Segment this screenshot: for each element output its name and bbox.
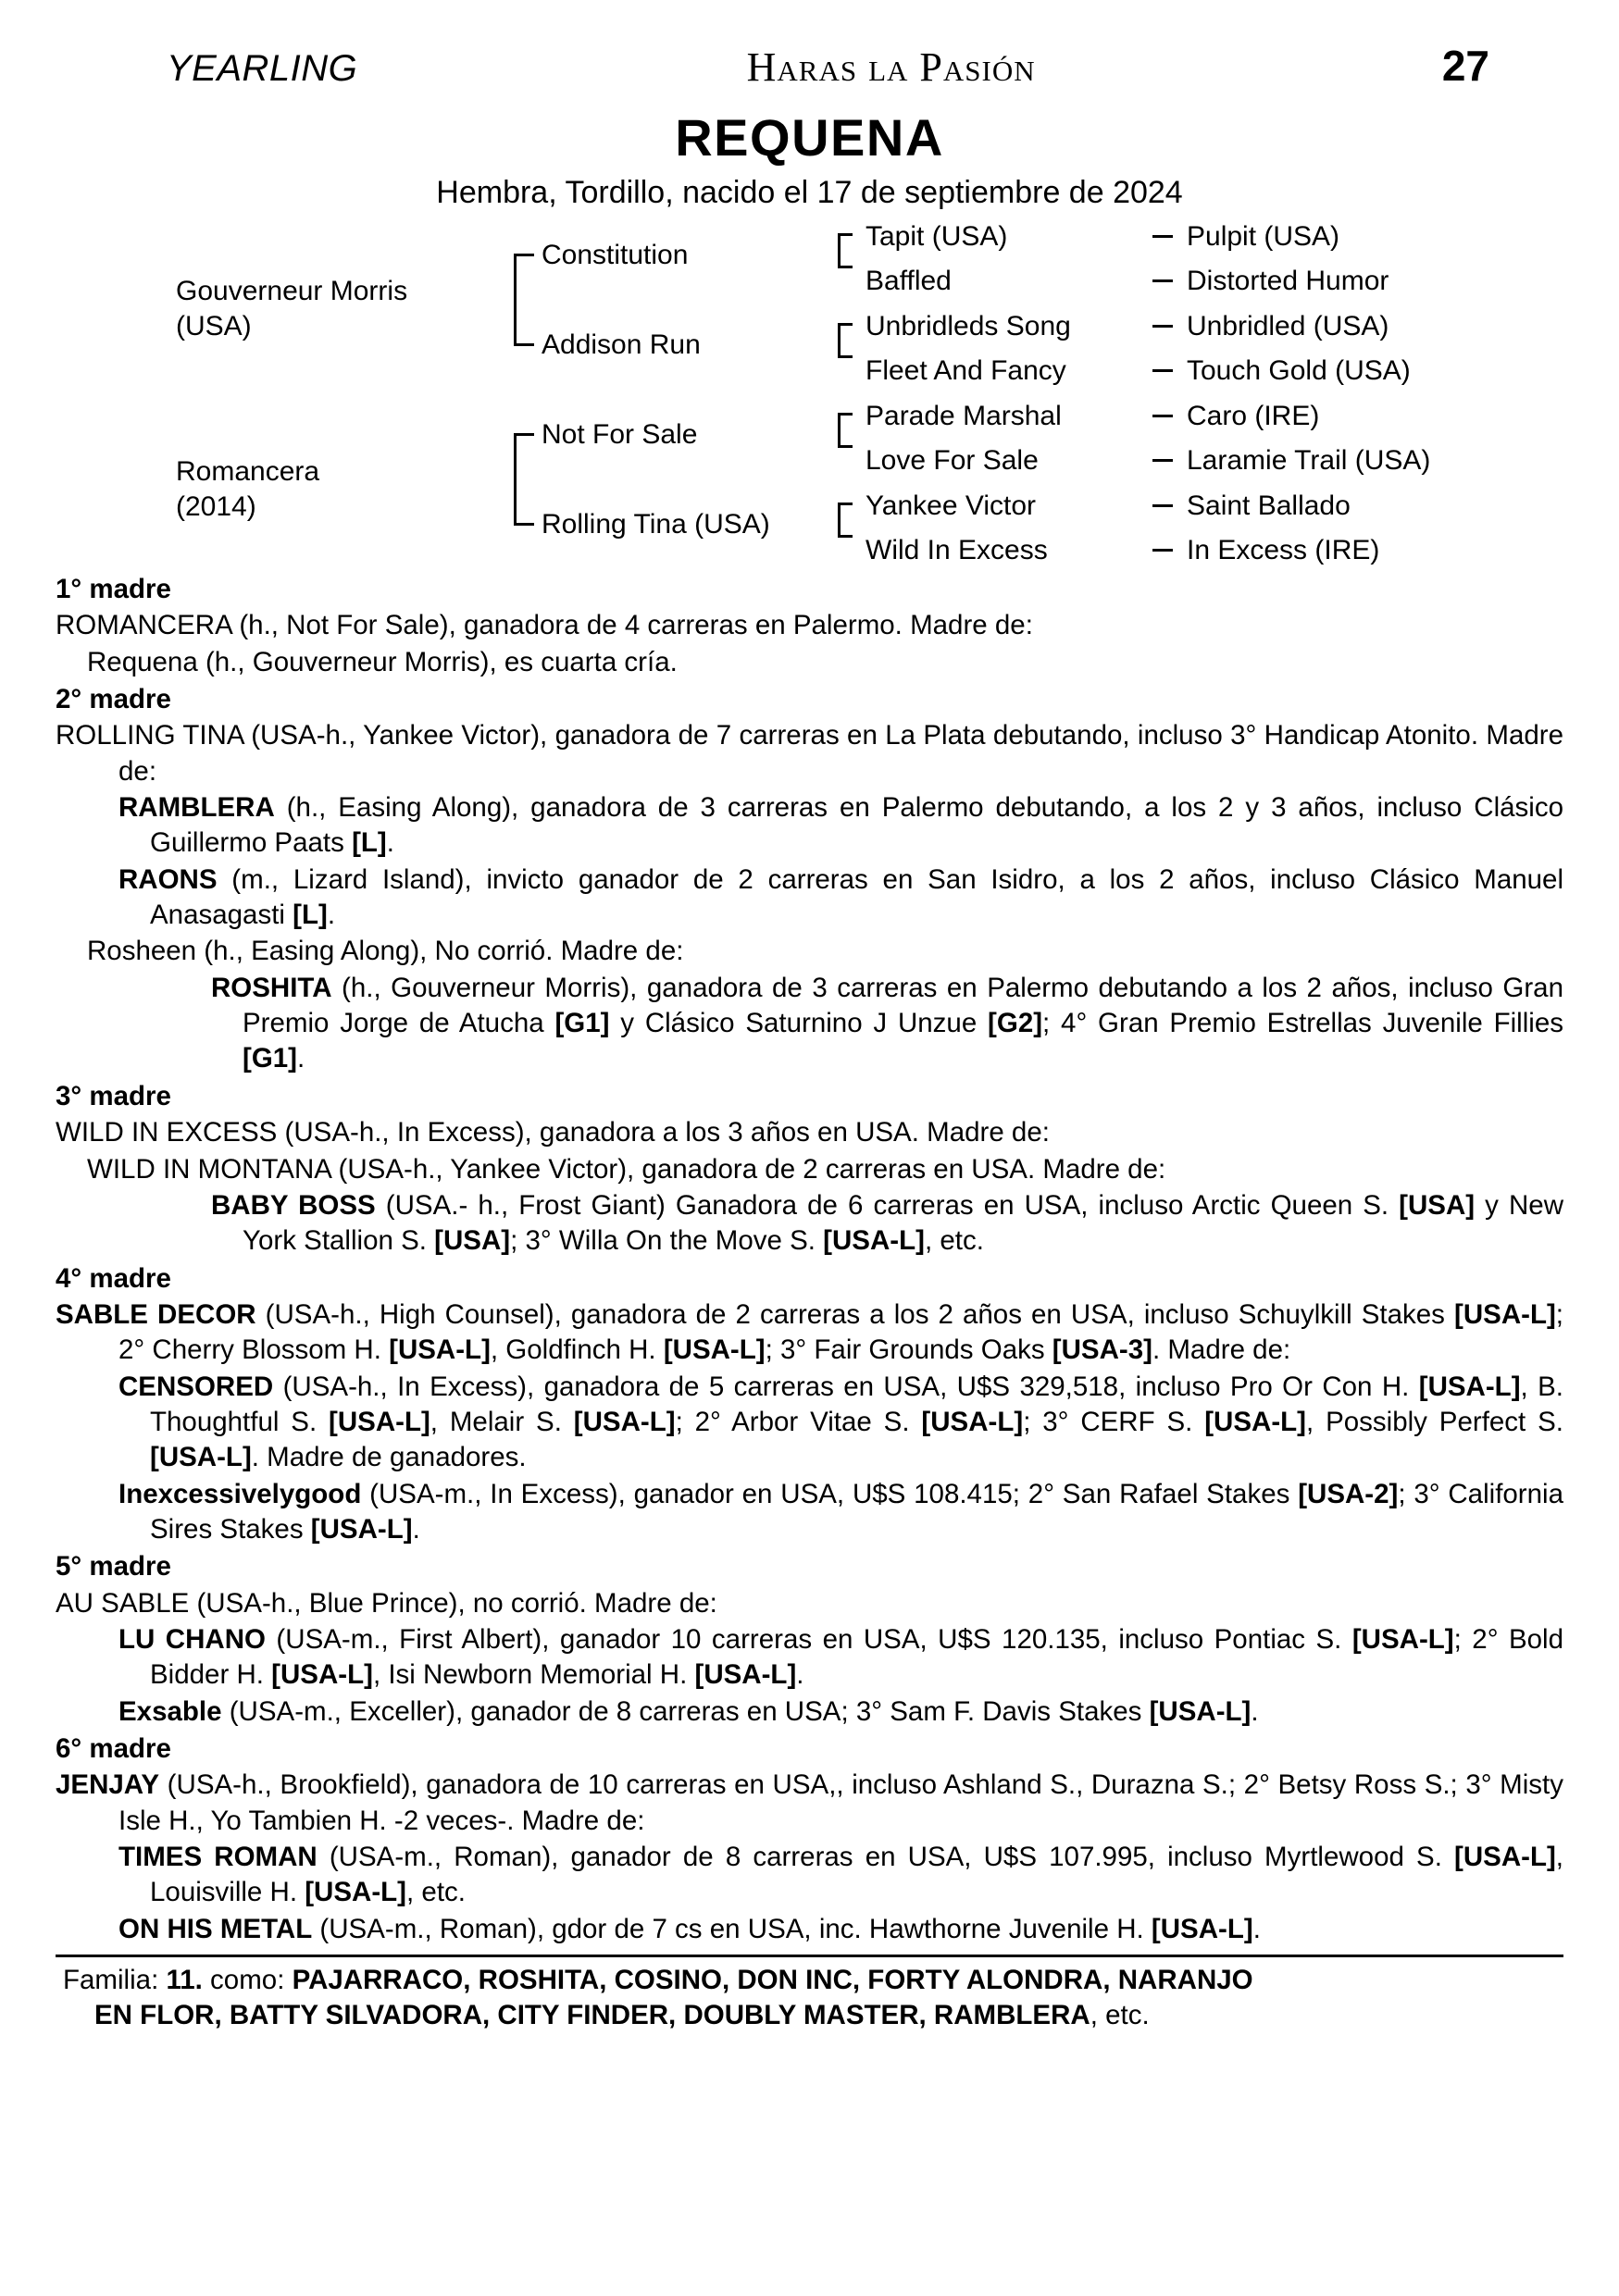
produce-on-his-metal-text-2: . xyxy=(1252,1913,1261,1944)
dam-block xyxy=(176,454,481,526)
produce-lu-chano-name: LU CHANO xyxy=(118,1623,266,1655)
produce-inexcessivelygood-name: Inexcessivelygood xyxy=(118,1478,362,1509)
fifth-dam-line: AU SABLE (USA-h., Blue Prince), no corrió. Madre de: xyxy=(56,1587,717,1619)
produce-raons: RAONS (m., Lizard Island), invicto ganador de 2 carreras en San Isidro, a los 2 años, incluso Clásico Manuel Anasagasti [L]. xyxy=(118,863,1563,931)
produce-times-roman-text-1: (USA-m., Roman), ganador de 8 carreras en USA, U$S 107.995, incluso Myrtlewood S. xyxy=(317,1842,1455,1873)
sale-category: YEARLING xyxy=(167,48,358,89)
produce-censored-text-5: ; 3° CERF S. xyxy=(1023,1406,1205,1437)
first-dam-line: ROMANCERA (h., Not For Sale), ganadora de 4 carreras en Palermo. Madre de: xyxy=(56,610,1033,641)
fifth-dam-heading: 5° madre xyxy=(56,1551,171,1582)
produce-times-roman-text-3: , etc. xyxy=(406,1877,466,1908)
produce-censored-tag-3: [USA-L] xyxy=(573,1406,676,1437)
fourth-dam-text-4: ; 3° Fair Grounds Oaks xyxy=(765,1334,1052,1366)
produce-baby-boss-tag-3: [USA-L] xyxy=(823,1225,925,1257)
fourth-dam-text-1: (USA-h., High Counsel), ganadora de 2 carreras a los 2 años en USA, incluso Schuylkill Stakes xyxy=(255,1298,1455,1330)
dam-name: Romancera xyxy=(176,456,320,487)
sixth-dam-text: (USA-h., Brookfield), ganadora de 10 carreras en USA,, incluso Ashland S., Durazna S.; 2° Betsy Ross S.; 3° Misty Isle H., Yo Tambien H. -2 veces-. Madre de: xyxy=(118,1769,1563,1836)
produce-censored-text-7: . Madre de ganadores. xyxy=(251,1442,527,1473)
third-dam-heading: 3° madre xyxy=(56,1080,171,1111)
gp-4: Rolling Tina (USA) xyxy=(542,509,770,540)
produce-times-roman-tag-1: [USA-L] xyxy=(1454,1842,1556,1873)
produce-baby-boss-tag-2: [USA] xyxy=(434,1225,511,1257)
ggp-3: Unbridleds Song xyxy=(866,311,1071,341)
produce-censored-text-3: , Melair S. xyxy=(430,1406,574,1437)
ggp-2: Baffled xyxy=(866,266,952,296)
sire-origin: (USA) xyxy=(176,311,252,342)
ggp-8: Wild In Excess xyxy=(866,535,1048,565)
produce-baby-boss-text-1: (USA.- h., Frost Giant) Ganadora de 6 carreras en USA, incluso Arctic Queen S. xyxy=(375,1189,1400,1221)
first-dam-heading: 1° madre xyxy=(56,574,171,604)
second-dam-heading: 2° madre xyxy=(56,684,171,715)
gp-2: Addison Run xyxy=(542,329,701,360)
produce-times-roman-text-2: , Louisville H. xyxy=(150,1842,1563,1908)
produce-lu-chano-tag-1: [USA-L] xyxy=(1351,1623,1454,1655)
ggp-5: Parade Marshal xyxy=(866,401,1062,431)
bracket-sire xyxy=(514,254,534,346)
produce-lu-chano-text-4: . xyxy=(796,1659,804,1691)
produce-raons-name: RAONS xyxy=(118,863,218,895)
fourth-dam-tag-4: [USA-3] xyxy=(1052,1334,1152,1366)
fourth-dam-tag-2: [USA-L] xyxy=(389,1334,491,1366)
dash-4 xyxy=(1152,369,1173,372)
fourth-dam-tag-3: [USA-L] xyxy=(663,1334,766,1366)
produce-roshita-text-4: . xyxy=(297,1043,305,1074)
family-etc: , etc. xyxy=(1090,1999,1150,2030)
produce-inexcessivelygood-text-2: ; 3° California Sires Stakes xyxy=(150,1478,1563,1545)
gp-1: Constitution xyxy=(542,240,689,270)
produce-inexcessivelygood-tag-2: [USA-L] xyxy=(310,1513,413,1545)
produce-exsable-name: Exsable xyxy=(118,1695,222,1727)
fourth-dam-name: SABLE DECOR xyxy=(56,1298,256,1330)
produce-lu-chano-text-1: (USA-m., First Albert), ganador 10 carreras en USA, U$S 120.135, incluso Pontiac S. xyxy=(265,1623,1352,1655)
produce-baby-boss-text-2: y New York Stallion S. xyxy=(243,1189,1563,1257)
produce-on-his-metal xyxy=(87,1912,1563,1947)
produce-censored-text-4: ; 2° Arbor Vitae S. xyxy=(675,1406,922,1437)
produce-times-roman xyxy=(87,1840,1563,1911)
produce-on-his-metal-tag-1: [USA-L] xyxy=(1151,1913,1253,1944)
g4-4: Touch Gold (USA) xyxy=(1187,355,1411,386)
produce-censored xyxy=(87,1370,1563,1476)
dash-8 xyxy=(1152,549,1173,552)
produce-inexcessivelygood xyxy=(87,1477,1563,1548)
produce-exsable-text-1: (USA-m., Exceller), ganador de 8 carreras en USA; 3° Sam F. Davis Stakes xyxy=(221,1695,1150,1727)
gp-3: Not For Sale xyxy=(542,419,698,450)
produce-lu-chano xyxy=(87,1622,1563,1694)
produce-lu-chano-text-3: , Isi Newborn Memorial H. xyxy=(372,1659,695,1691)
sire-name: Gouverneur Morris xyxy=(176,276,408,306)
ggp-6: Love For Sale xyxy=(866,445,1039,476)
first-dam-produce: Requena (h., Gouverneur Morris), es cuarta cría. xyxy=(87,646,678,677)
family-line xyxy=(56,1963,1563,2033)
family-como: como: xyxy=(202,1965,293,1996)
family-names-line-1: PAJARRACO, ROSHITA, COSINO, DON INC, FORTY ALONDRA, NARANJO xyxy=(292,1965,1253,1996)
second-dam-line: ROLLING TINA (USA-h., Yankee Victor), ganadora de 7 carreras en La Plata debutando, incluso 3° Handicap Atonito. Madre de: xyxy=(56,720,1563,787)
produce-inexcessivelygood-text-3: . xyxy=(412,1513,420,1545)
family-names-line-2-wrap xyxy=(63,1998,1563,2033)
produce-censored-tag-5: [USA-L] xyxy=(1204,1406,1307,1437)
produce-censored-tag-2: [USA-L] xyxy=(329,1406,430,1437)
produce-ramblera-name: RAMBLERA xyxy=(118,792,275,824)
produce-inexcessivelygood-tag-1: [USA-2] xyxy=(1298,1478,1399,1509)
produce-baby-boss-tag-1: [USA] xyxy=(1399,1189,1476,1221)
produce-times-roman-name: TIMES ROMAN xyxy=(118,1842,318,1873)
dam-year: (2014) xyxy=(176,491,256,523)
fourth-dam-text-2: ; 2° Cherry Blossom H. xyxy=(118,1298,1563,1366)
produce-baby-boss-name: BABY BOSS xyxy=(211,1189,376,1221)
produce-censored-tag-1: [USA-L] xyxy=(1418,1371,1521,1402)
footer-divider xyxy=(56,1955,1563,1957)
produce-exsable-text-2: . xyxy=(1251,1695,1259,1727)
g4-8: In Excess (IRE) xyxy=(1187,535,1380,565)
third-dam-line: WILD IN EXCESS (USA-h., In Excess), ganadora a los 3 años en USA. Madre de: xyxy=(56,1117,1050,1148)
page-header xyxy=(56,41,1563,91)
produce-times-roman-tag-2: [USA-L] xyxy=(305,1877,407,1908)
produce-censored-name: CENSORED xyxy=(118,1371,274,1402)
family-label: Familia: xyxy=(63,1965,167,1996)
produce-raons-tag: [L] xyxy=(293,900,328,931)
family-names-line-2: EN FLOR, BATTY SILVADORA, CITY FINDER, DOUBLY MASTER, RAMBLERA xyxy=(94,1999,1090,2030)
produce-baby-boss xyxy=(118,1188,1563,1260)
produce-roshita-text-3: ; 4° Gran Premio Estrellas Juvenile Fillies xyxy=(1042,1008,1564,1039)
fourth-dam-text-3: , Goldfinch H. xyxy=(490,1334,664,1366)
bracket-dam xyxy=(514,433,534,526)
sixth-dam-heading: 6° madre xyxy=(56,1733,171,1764)
fourth-dam-tag-1: [USA-L] xyxy=(1454,1298,1556,1330)
produce-inexcessivelygood-text-1: (USA-m., In Excess), ganador en USA, U$S 108.415; 2° San Rafael Stakes xyxy=(361,1478,1299,1509)
produce-roshita-text-1: (h., Gouverneur Morris), ganadora de 3 carreras en Palermo debutando a los 2 años, incluso Gran Premio Jorge de Atucha xyxy=(243,972,1563,1039)
fourth-dam-text-5: . Madre de: xyxy=(1152,1334,1291,1366)
produce-exsable xyxy=(87,1694,1563,1730)
produce-on-his-metal-text-1: (USA-m., Roman), gdor de 7 cs en USA, inc. Hawthorne Juvenile H. xyxy=(312,1913,1152,1944)
produce-lu-chano-text-2: ; 2° Bold Bidder H. xyxy=(150,1623,1564,1691)
ggp-1: Tapit (USA) xyxy=(866,221,1008,252)
produce-lu-chano-tag-3: [USA-L] xyxy=(694,1659,797,1691)
dash-6 xyxy=(1152,459,1173,462)
g4-6: Laramie Trail (USA) xyxy=(1187,445,1431,476)
g4-5: Caro (IRE) xyxy=(1187,401,1320,431)
dash-7 xyxy=(1152,504,1173,507)
dash-3 xyxy=(1152,325,1173,328)
g4-3: Unbridled (USA) xyxy=(1187,311,1389,341)
produce-rosheen: Rosheen (h., Easing Along), No corrió. Madre de: xyxy=(87,936,684,967)
g4-2: Distorted Humor xyxy=(1187,266,1389,296)
bracket-gp-4 xyxy=(838,503,853,538)
sixth-dam-line xyxy=(56,1768,1563,1839)
produce-raons-text: (m., Lizard Island), invicto ganador de 2 carreras en San Isidro, a los 2 años, incluso Clásico Manuel Anasagasti xyxy=(150,863,1563,931)
ggp-4: Fleet And Fancy xyxy=(866,355,1066,386)
page-title: REQUENA xyxy=(675,108,944,167)
g4-7: Saint Ballado xyxy=(1187,490,1351,521)
produce-censored-text-1: (USA-h., In Excess), ganadora de 5 carreras en USA, U$S 329,518, incluso Pro Or Con H. xyxy=(273,1371,1419,1402)
produce-baby-boss-text-3: ; 3° Willa On the Move S. xyxy=(510,1225,824,1257)
produce-on-his-metal-name: ON HIS METAL xyxy=(118,1913,313,1944)
produce-roshita-tag-2: [G2] xyxy=(988,1008,1043,1039)
horse-description: Hembra, Tordillo, nacido el 17 de septiembre de 2024 xyxy=(436,175,1183,210)
produce-roshita-tag-1: [G1] xyxy=(554,1008,610,1039)
produce-roshita xyxy=(118,971,1563,1077)
produce-wild-in-montana: WILD IN MONTANA (USA-h., Yankee Victor), ganadora de 2 carreras en USA. Madre de: xyxy=(87,1153,1166,1185)
produce-censored-text-6: , Possibly Perfect S. xyxy=(1306,1406,1563,1437)
bracket-gp-2 xyxy=(838,323,853,358)
dash-2 xyxy=(1152,279,1173,282)
fourth-dam-line xyxy=(56,1297,1563,1369)
dash-1 xyxy=(1152,235,1173,238)
produce-roshita-text-2: y Clásico Saturnino J Unzue xyxy=(609,1008,989,1039)
pedigree-text xyxy=(56,572,1563,1947)
produce-baby-boss-text-4: , etc. xyxy=(924,1225,984,1257)
fourth-dam-heading: 4° madre xyxy=(56,1262,171,1294)
produce-exsable-tag-1: [USA-L] xyxy=(1149,1695,1252,1727)
produce-lu-chano-tag-2: [USA-L] xyxy=(271,1659,373,1691)
g4-1: Pulpit (USA) xyxy=(1187,221,1340,252)
dash-5 xyxy=(1152,415,1173,417)
bracket-gp-3 xyxy=(838,413,853,448)
produce-ramblera: RAMBLERA (h., Easing Along), ganadora de 3 carreras en Palermo debutando, a los 2 y 3 años, incluso Clásico Guillermo Paats [L]. xyxy=(118,792,1563,859)
family-number: 11. xyxy=(166,1965,203,1996)
produce-roshita-name: ROSHITA xyxy=(211,972,332,1003)
produce-ramblera-tag: [L] xyxy=(352,827,387,859)
produce-censored-text-2: , B. Thoughtful S. xyxy=(150,1371,1563,1437)
produce-censored-tag-4: [USA-L] xyxy=(921,1406,1024,1437)
consignor-name: Haras la Pasión xyxy=(746,44,1036,90)
produce-ramblera-text: (h., Easing Along), ganadora de 3 carreras en Palermo debutando, a los 2 y 3 años, incluso Clásico Guillermo Paats xyxy=(150,792,1563,859)
pedigree-chart xyxy=(56,221,1563,570)
produce-roshita-tag-3: [G1] xyxy=(243,1043,297,1074)
ggp-7: Yankee Victor xyxy=(866,490,1036,521)
lot-number: 27 xyxy=(1441,42,1489,90)
sixth-dam-name: JENJAY xyxy=(56,1769,160,1801)
bracket-gp-1 xyxy=(838,233,853,268)
produce-censored-tag-6: [USA-L] xyxy=(150,1442,252,1473)
sire-block xyxy=(176,274,481,345)
